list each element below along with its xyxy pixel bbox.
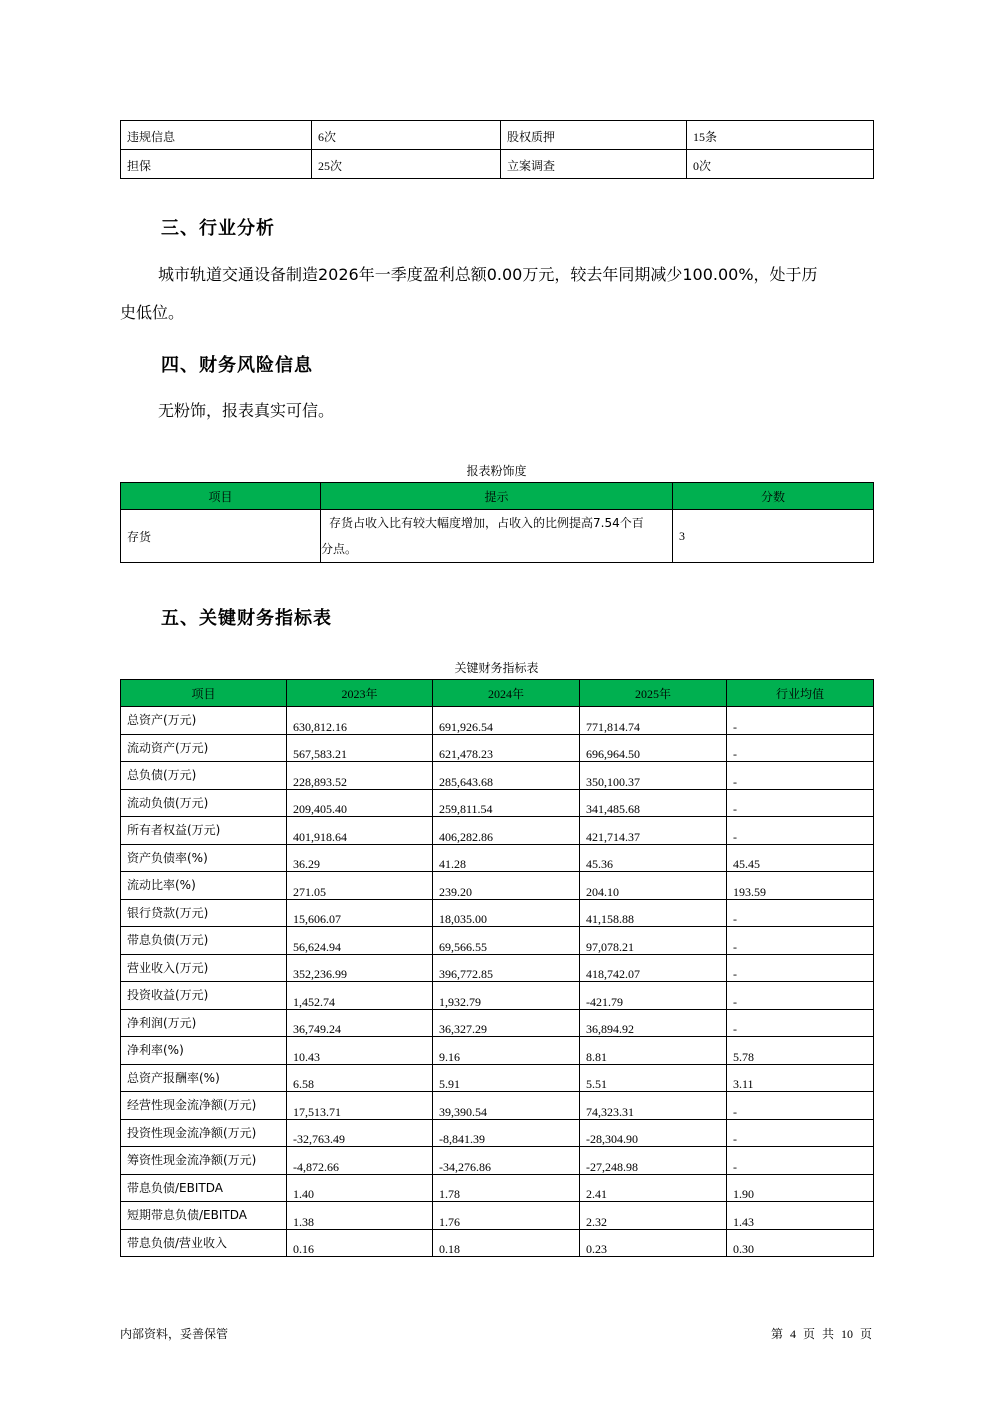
kpi-2025-cell: 350,100.37 (580, 762, 727, 790)
table-row (121, 1229, 874, 1257)
kpi-2024-cell: 36,327.29 (433, 1009, 580, 1037)
kpi-item-cell: 投资收益(万元) (121, 982, 287, 1010)
kpi-industry-avg-cell: 0.30 (727, 1229, 874, 1257)
kpi-industry-avg-cell: - (727, 982, 874, 1010)
kpi-2023-cell: 36.29 (287, 844, 433, 872)
table-row (121, 150, 874, 179)
footer-page-number: 第 4 页 共 10 页 (770, 1327, 872, 1341)
kpi-item-cell: 净利率(%) (121, 1037, 287, 1065)
industry-analysis-line-1: 城市轨道交通设备制造2026年一季度盈利总额0.00万元，较去年同期减少100.00%，处于历 (158, 265, 818, 284)
kpi-industry-avg-cell: - (727, 817, 874, 845)
footer-confidential-note: 内部资料，妥善保管 (120, 1327, 229, 1341)
industry-analysis-text (120, 256, 880, 332)
table-row (121, 899, 874, 927)
kpi-industry-avg-cell: - (727, 1009, 874, 1037)
kpi-industry-avg-cell: - (727, 707, 874, 735)
kpi-2024-cell: 1.76 (433, 1202, 580, 1230)
kpi-item-cell: 投资性现金流净额(万元) (121, 1119, 287, 1147)
risk-value-cell: 0次 (687, 150, 874, 179)
table-row (121, 927, 874, 955)
kpi-2024-cell: 5.91 (433, 1064, 580, 1092)
kpi-table-caption: 关键财务指标表 (454, 661, 539, 675)
kpi-2024-cell: -8,841.39 (433, 1119, 580, 1147)
kpi-item-cell: 银行贷款(万元) (121, 899, 287, 927)
kpi-2023-cell: 6.58 (287, 1064, 433, 1092)
risk-label-cell: 股权质押 (501, 121, 687, 150)
kpi-2024-cell: 9.16 (433, 1037, 580, 1065)
kpi-2023-cell: 567,583.21 (287, 734, 433, 762)
kpi-2024-cell: 69,566.55 (433, 927, 580, 955)
kpi-2024-cell: 18,035.00 (433, 899, 580, 927)
kpi-2024-cell: -34,276.86 (433, 1147, 580, 1175)
section-industry-analysis-heading: 三、行业分析 (161, 218, 275, 239)
kpi-2024-cell: 621,478.23 (433, 734, 580, 762)
table-row (121, 954, 874, 982)
kpi-item-cell: 带息负债/营业收入 (121, 1229, 287, 1257)
kpi-industry-avg-cell: - (727, 1119, 874, 1147)
kpi-2024-cell: 41.28 (433, 844, 580, 872)
kpi-2025-cell: 2.32 (580, 1202, 727, 1230)
kpi-2025-cell: -28,304.90 (580, 1119, 727, 1147)
kpi-header-row (121, 680, 874, 707)
table-row (121, 1174, 874, 1202)
table-row (121, 789, 874, 817)
kpi-2023-cell: 630,812.16 (287, 707, 433, 735)
kpi-industry-avg-cell: - (727, 789, 874, 817)
section-financial-risk-heading: 四、财务风险信息 (161, 355, 313, 376)
key-financial-indicators-table (120, 679, 874, 1257)
kpi-2024-cell: 1,932.79 (433, 982, 580, 1010)
fluff-score-cell: 3 (673, 510, 874, 563)
financial-risk-text (120, 392, 880, 430)
kpi-2023-cell: 352,236.99 (287, 954, 433, 982)
kpi-2023-cell: 15,606.07 (287, 899, 433, 927)
risk-label-cell: 违规信息 (121, 121, 312, 150)
kpi-2025-cell: 418,742.07 (580, 954, 727, 982)
kpi-item-cell: 流动比率(%) (121, 872, 287, 900)
risk-value-cell: 25次 (312, 150, 501, 179)
kpi-item-cell: 资产负债率(%) (121, 844, 287, 872)
kpi-industry-avg-cell: 45.45 (727, 844, 874, 872)
table-row (121, 1202, 874, 1230)
kpi-industry-avg-cell: 5.78 (727, 1037, 874, 1065)
kpi-2025-cell: 5.51 (580, 1064, 727, 1092)
kpi-2025-cell: 45.36 (580, 844, 727, 872)
industry-analysis-line-2: 史低位。 (120, 303, 185, 322)
kpi-2025-cell: 41,158.88 (580, 899, 727, 927)
risk-summary-table (120, 120, 874, 179)
kpi-header-2025: 2025年 (580, 680, 727, 707)
kpi-2024-cell: 259,811.54 (433, 789, 580, 817)
kpi-2025-cell: 421,714.37 (580, 817, 727, 845)
kpi-industry-avg-cell: 193.59 (727, 872, 874, 900)
kpi-industry-avg-cell: - (727, 762, 874, 790)
risk-value-cell: 6次 (312, 121, 501, 150)
kpi-industry-avg-cell: - (727, 927, 874, 955)
table-row (121, 1037, 874, 1065)
kpi-item-cell: 经营性现金流净额(万元) (121, 1092, 287, 1120)
kpi-2023-cell: 228,893.52 (287, 762, 433, 790)
risk-label-cell: 立案调查 (501, 150, 687, 179)
fluff-table-caption: 报表粉饰度 (466, 464, 527, 478)
kpi-industry-avg-cell: - (727, 734, 874, 762)
kpi-2023-cell: 17,513.71 (287, 1092, 433, 1120)
fluff-header-score: 分数 (673, 483, 874, 510)
kpi-2024-cell: 239.20 (433, 872, 580, 900)
kpi-2024-cell: 285,643.68 (433, 762, 580, 790)
kpi-industry-avg-cell: - (727, 1147, 874, 1175)
table-row (121, 1009, 874, 1037)
table-row (121, 844, 874, 872)
fluff-item-cell: 存货 (121, 510, 321, 563)
report-fluff-table (120, 482, 874, 563)
table-row (121, 872, 874, 900)
kpi-2025-cell: 696,964.50 (580, 734, 727, 762)
kpi-header-2024: 2024年 (433, 680, 580, 707)
kpi-2025-cell: 204.10 (580, 872, 727, 900)
kpi-industry-avg-cell: - (727, 1092, 874, 1120)
section-key-indicators-heading: 五、关键财务指标表 (161, 608, 332, 629)
fluff-header-item: 项目 (121, 483, 321, 510)
table-row (121, 1147, 874, 1175)
kpi-2023-cell: 1.38 (287, 1202, 433, 1230)
table-row (121, 707, 874, 735)
kpi-2023-cell: -4,872.66 (287, 1147, 433, 1175)
fluff-hint-line-1: 存货占收入比有较大幅度增加，占收入的比例提高7.54个百 (329, 516, 644, 530)
kpi-2024-cell: 0.18 (433, 1229, 580, 1257)
risk-value-cell: 15条 (687, 121, 874, 150)
risk-label-cell: 担保 (121, 150, 312, 179)
kpi-2023-cell: 10.43 (287, 1037, 433, 1065)
kpi-item-cell: 所有者权益(万元) (121, 817, 287, 845)
kpi-header-industry-avg: 行业均值 (727, 680, 874, 707)
kpi-2023-cell: 56,624.94 (287, 927, 433, 955)
kpi-2025-cell: 97,078.21 (580, 927, 727, 955)
kpi-industry-avg-cell: 1.90 (727, 1174, 874, 1202)
kpi-header-2023: 2023年 (287, 680, 433, 707)
fluff-hint-cell (321, 510, 673, 563)
table-row (121, 762, 874, 790)
table-row (121, 1092, 874, 1120)
kpi-industry-avg-cell: - (727, 899, 874, 927)
kpi-2024-cell: 691,926.54 (433, 707, 580, 735)
kpi-2023-cell: 209,405.40 (287, 789, 433, 817)
kpi-2023-cell: 271.05 (287, 872, 433, 900)
table-row (121, 121, 874, 150)
kpi-item-cell: 流动资产(万元) (121, 734, 287, 762)
kpi-item-cell: 带息负债/EBITDA (121, 1174, 287, 1202)
table-row (121, 1064, 874, 1092)
kpi-2025-cell: -421.79 (580, 982, 727, 1010)
kpi-2023-cell: 401,918.64 (287, 817, 433, 845)
kpi-2023-cell: 0.16 (287, 1229, 433, 1257)
fluff-header-hint: 提示 (321, 483, 673, 510)
kpi-2024-cell: 39,390.54 (433, 1092, 580, 1120)
kpi-item-cell: 营业收入(万元) (121, 954, 287, 982)
kpi-2023-cell: 1,452.74 (287, 982, 433, 1010)
kpi-2025-cell: -27,248.98 (580, 1147, 727, 1175)
kpi-industry-avg-cell: 1.43 (727, 1202, 874, 1230)
kpi-industry-avg-cell: - (727, 954, 874, 982)
kpi-item-cell: 带息负债(万元) (121, 927, 287, 955)
kpi-item-cell: 净利润(万元) (121, 1009, 287, 1037)
kpi-2025-cell: 341,485.68 (580, 789, 727, 817)
fluff-hint-line-2: 分点。 (321, 542, 358, 556)
kpi-2023-cell: -32,763.49 (287, 1119, 433, 1147)
kpi-2025-cell: 771,814.74 (580, 707, 727, 735)
kpi-item-cell: 总资产报酬率(%) (121, 1064, 287, 1092)
kpi-2025-cell: 36,894.92 (580, 1009, 727, 1037)
table-row (121, 510, 874, 563)
kpi-2024-cell: 1.78 (433, 1174, 580, 1202)
kpi-2025-cell: 2.41 (580, 1174, 727, 1202)
kpi-item-cell: 短期带息负债/EBITDA (121, 1202, 287, 1230)
table-row (121, 734, 874, 762)
kpi-2025-cell: 74,323.31 (580, 1092, 727, 1120)
financial-risk-line: 无粉饰，报表真实可信。 (158, 401, 335, 420)
table-row (121, 1119, 874, 1147)
table-row (121, 817, 874, 845)
kpi-item-cell: 流动负债(万元) (121, 789, 287, 817)
kpi-2024-cell: 396,772.85 (433, 954, 580, 982)
kpi-2024-cell: 406,282.86 (433, 817, 580, 845)
kpi-2025-cell: 8.81 (580, 1037, 727, 1065)
table-row (121, 982, 874, 1010)
kpi-2025-cell: 0.23 (580, 1229, 727, 1257)
kpi-item-cell: 总负债(万元) (121, 762, 287, 790)
kpi-header-item: 项目 (121, 680, 287, 707)
kpi-2023-cell: 36,749.24 (287, 1009, 433, 1037)
kpi-item-cell: 筹资性现金流净额(万元) (121, 1147, 287, 1175)
kpi-item-cell: 总资产(万元) (121, 707, 287, 735)
kpi-2023-cell: 1.40 (287, 1174, 433, 1202)
kpi-industry-avg-cell: 3.11 (727, 1064, 874, 1092)
